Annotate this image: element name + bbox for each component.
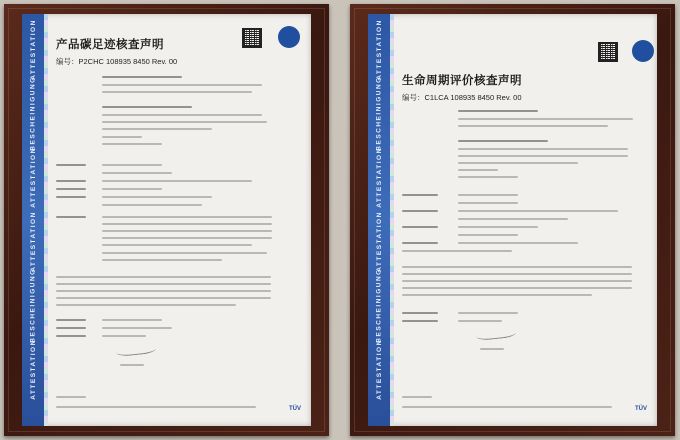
tuv-seal-icon — [632, 40, 654, 62]
text-line — [102, 114, 262, 116]
text-line — [402, 194, 438, 196]
right-attestation-strip — [368, 14, 390, 426]
text-line — [458, 162, 578, 164]
text-line — [458, 242, 578, 244]
text-line — [402, 406, 612, 408]
text-line — [402, 242, 438, 244]
text-line — [102, 106, 192, 108]
text-line — [458, 125, 608, 127]
strip-word: ATTESTATION — [375, 18, 383, 80]
text-line — [402, 294, 592, 296]
text-line — [102, 121, 267, 123]
hologram-strip — [44, 14, 48, 426]
text-line — [102, 335, 146, 337]
right-certificate-paper — [368, 14, 657, 426]
text-line — [102, 164, 162, 166]
text-line — [56, 283, 271, 285]
strip-word: ATTESTATION — [29, 338, 37, 400]
text-line — [56, 319, 86, 321]
text-line — [102, 84, 262, 86]
text-line — [402, 250, 512, 252]
left-certificate-frame — [4, 4, 329, 436]
text-line — [102, 91, 252, 93]
text-line — [102, 76, 182, 78]
text-line — [458, 148, 628, 150]
text-line — [56, 304, 236, 306]
tuv-footer-logo: TÜV — [289, 406, 301, 412]
text-line — [102, 196, 212, 198]
text-line — [458, 169, 498, 171]
text-line — [458, 118, 633, 120]
text-line — [458, 155, 628, 157]
left-certificate-number: 编号：P2CHC 108935 8450 Rev. 00 — [56, 57, 178, 66]
text-line — [102, 216, 272, 218]
text-line — [56, 290, 271, 292]
text-line — [56, 335, 86, 337]
text-line — [458, 226, 538, 228]
text-line — [120, 364, 144, 366]
text-line — [402, 312, 438, 314]
strip-word: BESCHEINIGUNG — [375, 267, 383, 343]
left-certificate-title: 产品碳足迹核查声明 — [56, 39, 164, 51]
right-certificate-frame — [350, 4, 675, 436]
strip-word: BESCHEINIGUNG — [29, 75, 37, 151]
text-line — [102, 172, 172, 174]
text-line — [480, 348, 504, 350]
right-certificate-number: 编号：C1LCA 108935 8450 Rev. 00 — [402, 93, 522, 102]
text-line — [402, 396, 432, 398]
strip-word: ATTESTATION — [29, 18, 37, 80]
text-line — [102, 136, 142, 138]
text-line — [102, 128, 212, 130]
left-attestation-strip — [22, 14, 44, 426]
text-line — [458, 312, 518, 314]
text-line — [102, 180, 252, 182]
right-certificate-title: 生命周期评价核查声明 — [402, 75, 522, 87]
text-line — [56, 188, 86, 190]
text-line — [458, 320, 502, 322]
tuv-seal-icon — [278, 26, 300, 48]
strip-word: ATTESTATION — [375, 338, 383, 400]
text-line — [402, 266, 632, 268]
text-line — [402, 273, 632, 275]
text-line — [402, 280, 632, 282]
text-line — [458, 218, 568, 220]
text-line — [102, 319, 162, 321]
strip-word: ATTESTATION — [375, 146, 383, 208]
text-line — [102, 237, 272, 239]
text-line — [458, 234, 518, 236]
text-line — [56, 216, 86, 218]
signature — [116, 342, 157, 357]
left-certificate-content — [56, 14, 303, 426]
text-line — [402, 210, 438, 212]
signature — [476, 326, 517, 341]
text-line — [458, 202, 518, 204]
text-line — [102, 223, 272, 225]
left-certificate-paper — [22, 14, 311, 426]
text-line — [458, 110, 538, 112]
text-line — [458, 176, 518, 178]
strip-word: BESCHEINIGUNG — [375, 75, 383, 151]
text-line — [56, 327, 86, 329]
tuv-footer-logo: TÜV — [635, 406, 647, 412]
strip-word: BESCHEINIGUNG — [29, 267, 37, 343]
hologram-strip — [390, 14, 394, 426]
text-line — [102, 143, 162, 145]
strip-word: ATTESTATION — [375, 210, 383, 272]
text-line — [458, 140, 548, 142]
text-line — [56, 297, 271, 299]
text-line — [102, 252, 267, 254]
text-line — [102, 230, 272, 232]
text-line — [458, 194, 518, 196]
text-line — [56, 406, 256, 408]
text-line — [56, 196, 86, 198]
qr-code-icon — [598, 42, 618, 62]
strip-word: ATTESTATION — [29, 210, 37, 272]
text-line — [102, 327, 172, 329]
text-line — [56, 164, 86, 166]
text-line — [458, 210, 618, 212]
strip-word: ATTESTATION — [29, 146, 37, 208]
text-line — [102, 204, 202, 206]
text-line — [102, 188, 162, 190]
text-line — [56, 276, 271, 278]
right-certificate-content — [402, 14, 649, 426]
text-line — [402, 287, 632, 289]
text-line — [56, 180, 86, 182]
text-line — [402, 226, 438, 228]
qr-code-icon — [242, 28, 262, 48]
text-line — [56, 396, 86, 398]
text-line — [102, 259, 222, 261]
text-line — [102, 244, 252, 246]
text-line — [402, 320, 438, 322]
